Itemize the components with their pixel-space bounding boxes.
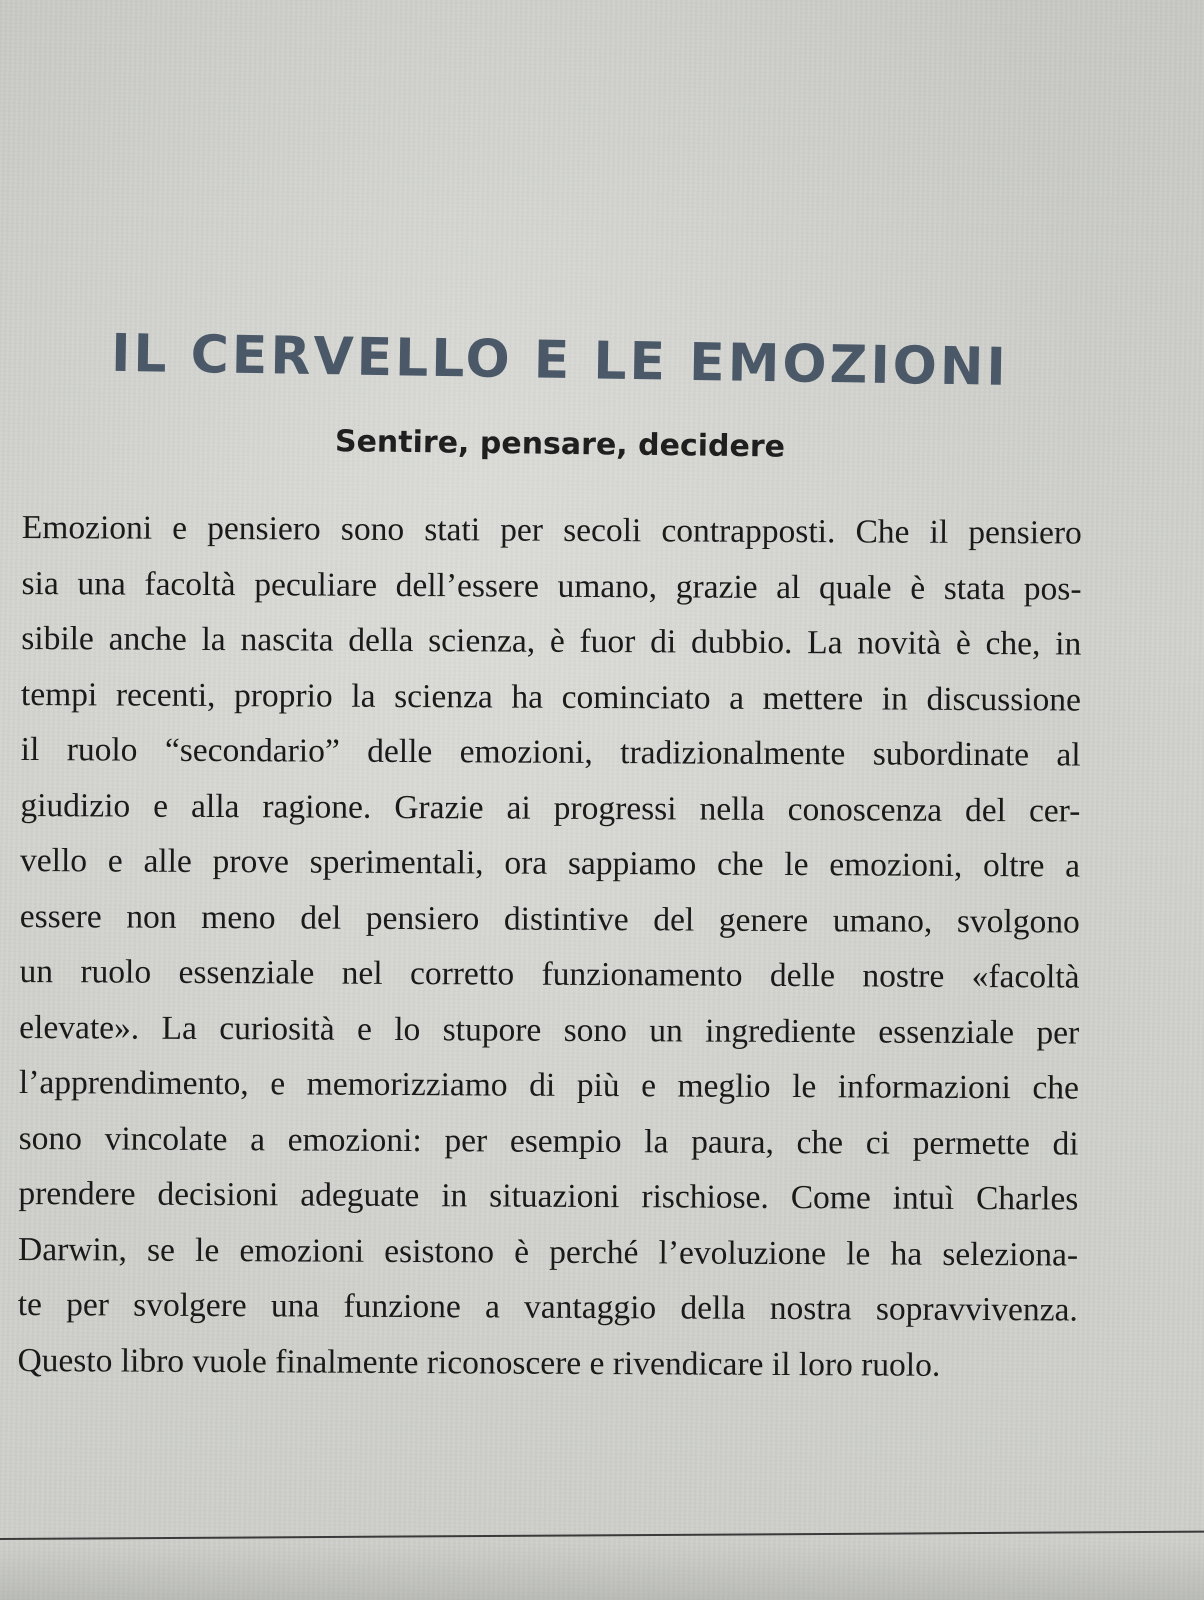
text-line: giudizio e alla ragione. Grazie ai progressi nella conoscenza del cer- [20, 786, 1081, 830]
text-line: essere non meno del pensiero distintive del genere umano, svolgono [19, 897, 1080, 941]
text-line: un ruolo essenziale nel corretto funzionamento delle nostre «facoltà [19, 952, 1080, 996]
text-line: vello e alle prove sperimentali, ora sappiamo che le emozioni, oltre a [20, 841, 1081, 885]
text-line: Emozioni e pensiero sono stati per secoli contrapposti. Che il pensiero [21, 508, 1082, 552]
text-line: prendere decisioni adeguate in situazioni rischiose. Come intuì Charles [18, 1174, 1079, 1218]
page-title: IL CERVELLO E LE EMOZIONI [110, 323, 1010, 398]
text-line: Questo libro vuole finalmente riconoscere e rivendicare il loro ruolo. [17, 1341, 941, 1384]
body-paragraph [17, 500, 1082, 1394]
page-subtitle: Sentire, pensare, decidere [334, 424, 786, 465]
text-line: sibile anche la nascita della scienza, è fuor di dubbio. La novità è che, in [21, 619, 1082, 663]
bottom-rule [0, 1531, 1204, 1540]
text-line: sono vincolate a emozioni: per esempio la paura, che ci permette di [18, 1119, 1079, 1163]
text-line: elevate». La curiosità e lo stupore sono un ingrediente essenziale per [19, 1008, 1080, 1052]
page-bottom-edge [0, 1542, 1204, 1600]
text-line: te per svolgere una funzione a vantaggio della nostra sopravvivenza. [17, 1285, 1078, 1329]
text-line: sia una facoltà peculiare dell’essere umano, grazie al quale è stata pos- [21, 564, 1082, 608]
text-line: l’apprendimento, e memorizziamo di più e meglio le informazioni che [18, 1063, 1080, 1107]
text-line: il ruolo “secondario” delle emozioni, tradizionalmente subordinate al [20, 730, 1081, 774]
text-line: tempi recenti, proprio la scienza ha cominciato a mettere in discussione [20, 675, 1082, 719]
text-line: Darwin, se le emozioni esistono è perché l’evoluzione le ha seleziona- [17, 1230, 1079, 1274]
